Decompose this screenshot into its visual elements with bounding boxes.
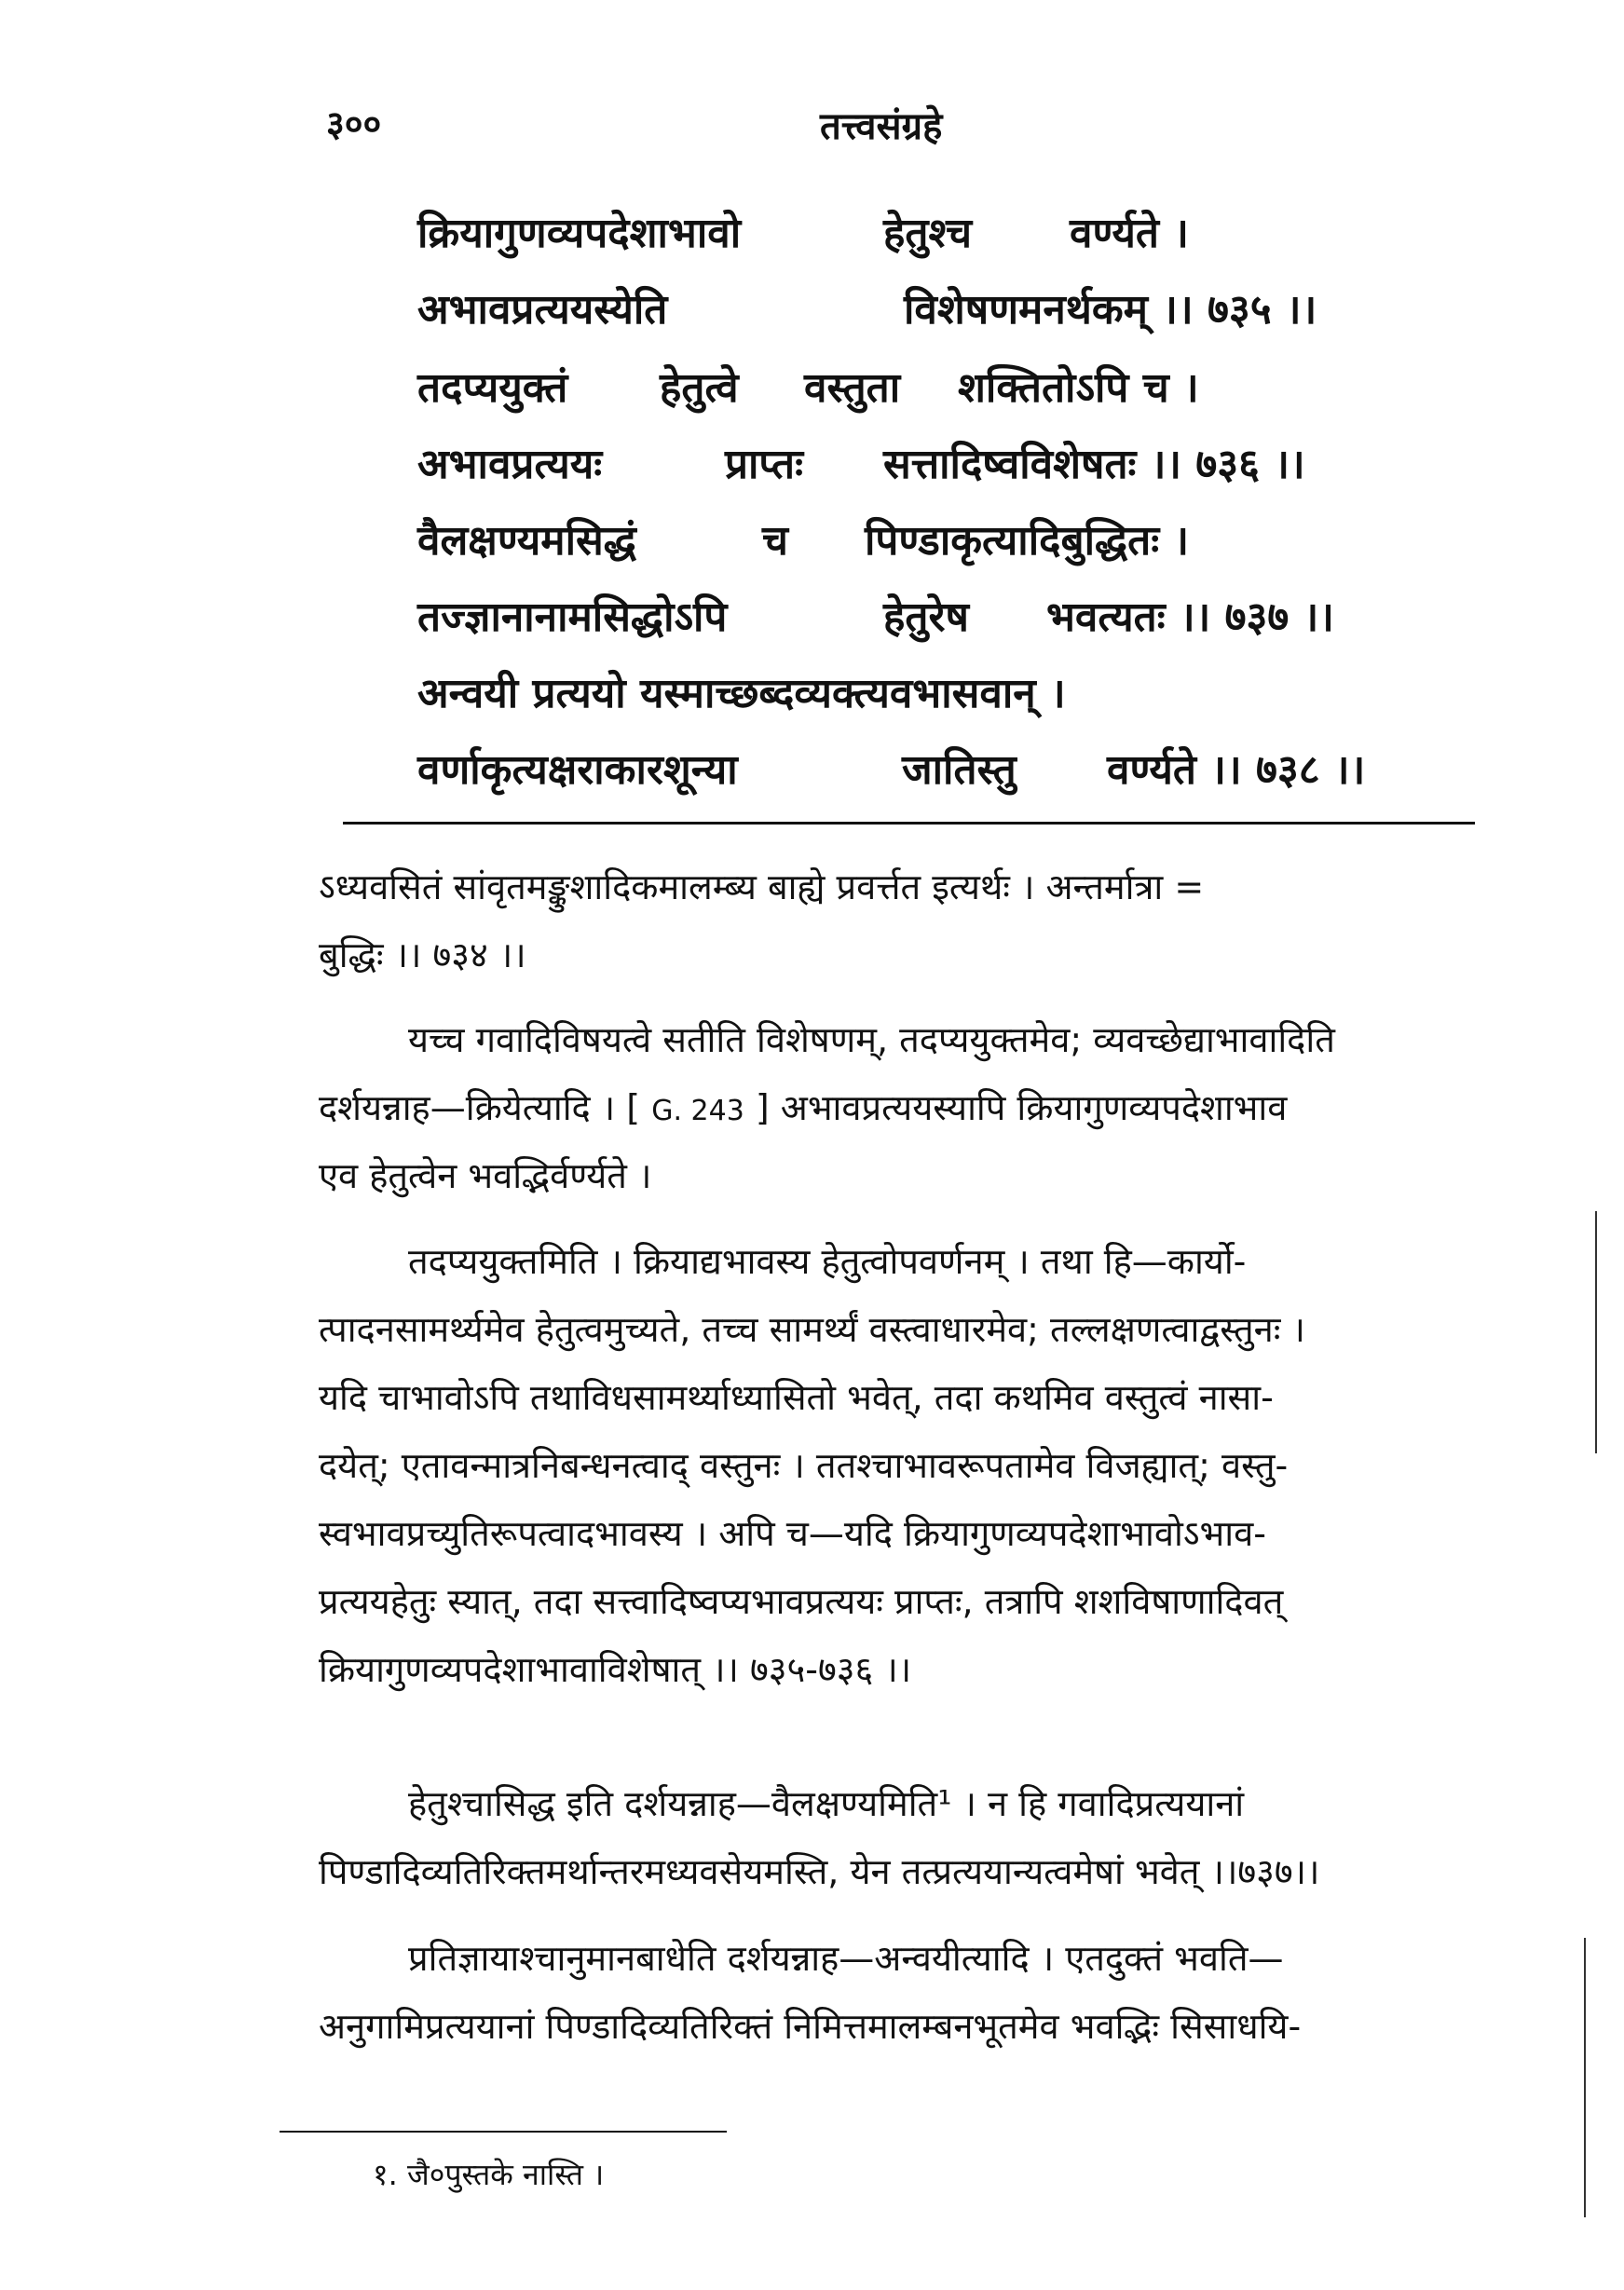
verse-segment: वर्ण्यते । (1070, 210, 1189, 257)
gloss-reference: G. 243 (651, 1095, 744, 1127)
verse-line (417, 358, 1442, 425)
verse-line (417, 587, 1442, 654)
verse-segment: तज्ज्ञानानामसिद्धोऽपि (417, 593, 728, 641)
commentary-paragraph (319, 1006, 1457, 1210)
commentary-paragraph (319, 1770, 1457, 1906)
text-segment: ] अभावप्रत्ययस्यापि क्रियागुणव्यपदेशाभाव (755, 1087, 1288, 1128)
verse-segment: वर्ण्यते ।। ७३८ ।। (1107, 746, 1366, 794)
verse-segment: वस्तुता (804, 364, 901, 412)
running-title: तत्त्वसंग्रहे (820, 105, 943, 148)
commentary-paragraph (319, 1228, 1457, 1704)
footnote-rule (280, 2131, 727, 2133)
text-line: ऽध्यवसितं सांवृतमङ्कुशादिकमालम्ब्य बाह्ये प्रवर्त्तत इत्यर्थः । अन्तर्मात्रा = (319, 866, 1205, 907)
text-line: हेतुश्चासिद्ध इति दर्शयन्नाह—वैलक्षण्यमिति¹ । न हि गवादिप्रत्ययानां (408, 1783, 1245, 1824)
text-line: क्रियागुणव्यपदेशाभावाविशेषात् ।। ७३५-७३६ ।। (319, 1649, 912, 1690)
verse-segment: प्राप्तः (725, 441, 803, 488)
verse-segment: वर्णाकृत्यक्षराकारशून्या (417, 746, 738, 794)
margin-mark (1584, 1938, 1586, 2217)
verse-segment: क्रियागुणव्यपदेशाभावो (417, 210, 742, 257)
verse-line (417, 511, 1442, 578)
verse-line (417, 203, 1442, 270)
text-line: स्वभावप्रच्युतिरूपत्वादभावस्य । अपि च—यदि क्रियागुणव्यपदेशाभावोऽभाव- (319, 1513, 1266, 1554)
verse-segment: च (762, 517, 788, 565)
verse-segment: शक्तितोऽपि च । (958, 364, 1199, 412)
verse-segment: अभावप्रत्ययः (417, 441, 603, 488)
text-line: बुद्धिः ।। ७३४ ।। (319, 934, 526, 975)
margin-mark (1595, 1211, 1597, 1453)
verse-segment: सत्तादिष्वविशेषतः ।। ७३६ ।। (883, 441, 1305, 488)
text-line: दयेत्; एतावन्मात्रनिबन्धनत्वाद् वस्तुनः । ततश्चाभावरूपतामेव विजह्यात्; वस्तु- (319, 1445, 1289, 1486)
text-segment: दर्शयन्नाह—क्रियेत्यादि । [ (319, 1087, 641, 1128)
text-line (319, 1074, 1457, 1142)
verse-segment: हेतुत्वे (660, 364, 739, 412)
text-line: प्रत्ययहेतुः स्यात्, तदा सत्त्वादिष्वप्यभावप्रत्ययः प्राप्तः, तत्रापि शशविषाणादिवत् (319, 1581, 1284, 1622)
verse-segment: अभावप्रत्ययस्येति (417, 286, 668, 334)
text-line: त्पादनसामर्थ्यमेव हेतुत्वमुच्यते, तच्च सामर्थ्यं वस्त्वाधारमेव; तल्लक्षणत्वाद्वस्तुनः । (319, 1309, 1305, 1350)
verse-divider-rule (343, 822, 1475, 825)
commentary-paragraph (319, 853, 1457, 989)
text-line: एव हेतुत्वेन भवद्भिर्वर्ण्यते । (319, 1155, 652, 1196)
verse-line (417, 434, 1442, 501)
verse-line (417, 740, 1442, 807)
text-line: यदि चाभावोऽपि तथाविधसामर्थ्याध्यासितो भवेत्, तदा कथमिव वस्तुत्वं नासा- (319, 1377, 1274, 1418)
text-line: पिण्डादिव्यतिरिक्तमर्थान्तरमध्यवसेयमस्ति, येन तत्प्रत्ययान्यत्वमेषां भवेत् ।।७३७।। (319, 1851, 1320, 1892)
verse-segment: वैलक्षण्यमसिद्धं (417, 517, 636, 565)
footnote: १. जै०पुस्तके नास्ति । (373, 2157, 605, 2192)
verse-segment: विशेषणमनर्थकम् ।। ७३५ ।। (904, 286, 1317, 334)
commentary-paragraph (319, 1925, 1457, 2061)
page-number: ३०० (326, 103, 382, 144)
text-line: अनुगामिप्रत्ययानां पिण्डादिव्यतिरिक्तं निमित्तमालम्बनभूतमेव भवद्भिः सिसाधयि- (319, 2006, 1302, 2047)
verse-segment: भवत्यतः ।। ७३७ ।। (1046, 593, 1334, 641)
text-line: यच्च गवादिविषयत्वे सतीति विशेषणम्, तदप्ययुक्तमेव; व्यवच्छेद्याभावादिति (408, 1019, 1335, 1060)
text-line: तदप्ययुक्तमिति । क्रियाद्यभावस्य हेतुत्वोपवर्णनम् । तथा हि—कार्यो- (408, 1241, 1247, 1282)
verse-segment: हेतुरेष (883, 593, 969, 641)
verse-segment: हेतुश्च (883, 210, 973, 257)
verse-segment: जातिस्तु (902, 746, 1017, 794)
verse-segment: तदप्ययुक्तं (417, 364, 568, 412)
verse-line (417, 279, 1442, 347)
verse-line (417, 663, 1442, 730)
verse-segment: पिण्डाकृत्यादिबुद्धितः । (865, 517, 1190, 565)
text-line: प्रतिज्ञायाश्चानुमानबाधेति दर्शयन्नाह—अन्वयीत्यादि । एतदुक्तं भवति— (408, 1938, 1284, 1979)
verse-segment: अन्वयी प्रत्ययो यस्माच्छब्दव्यक्त्यवभासवान् । (417, 670, 1066, 717)
